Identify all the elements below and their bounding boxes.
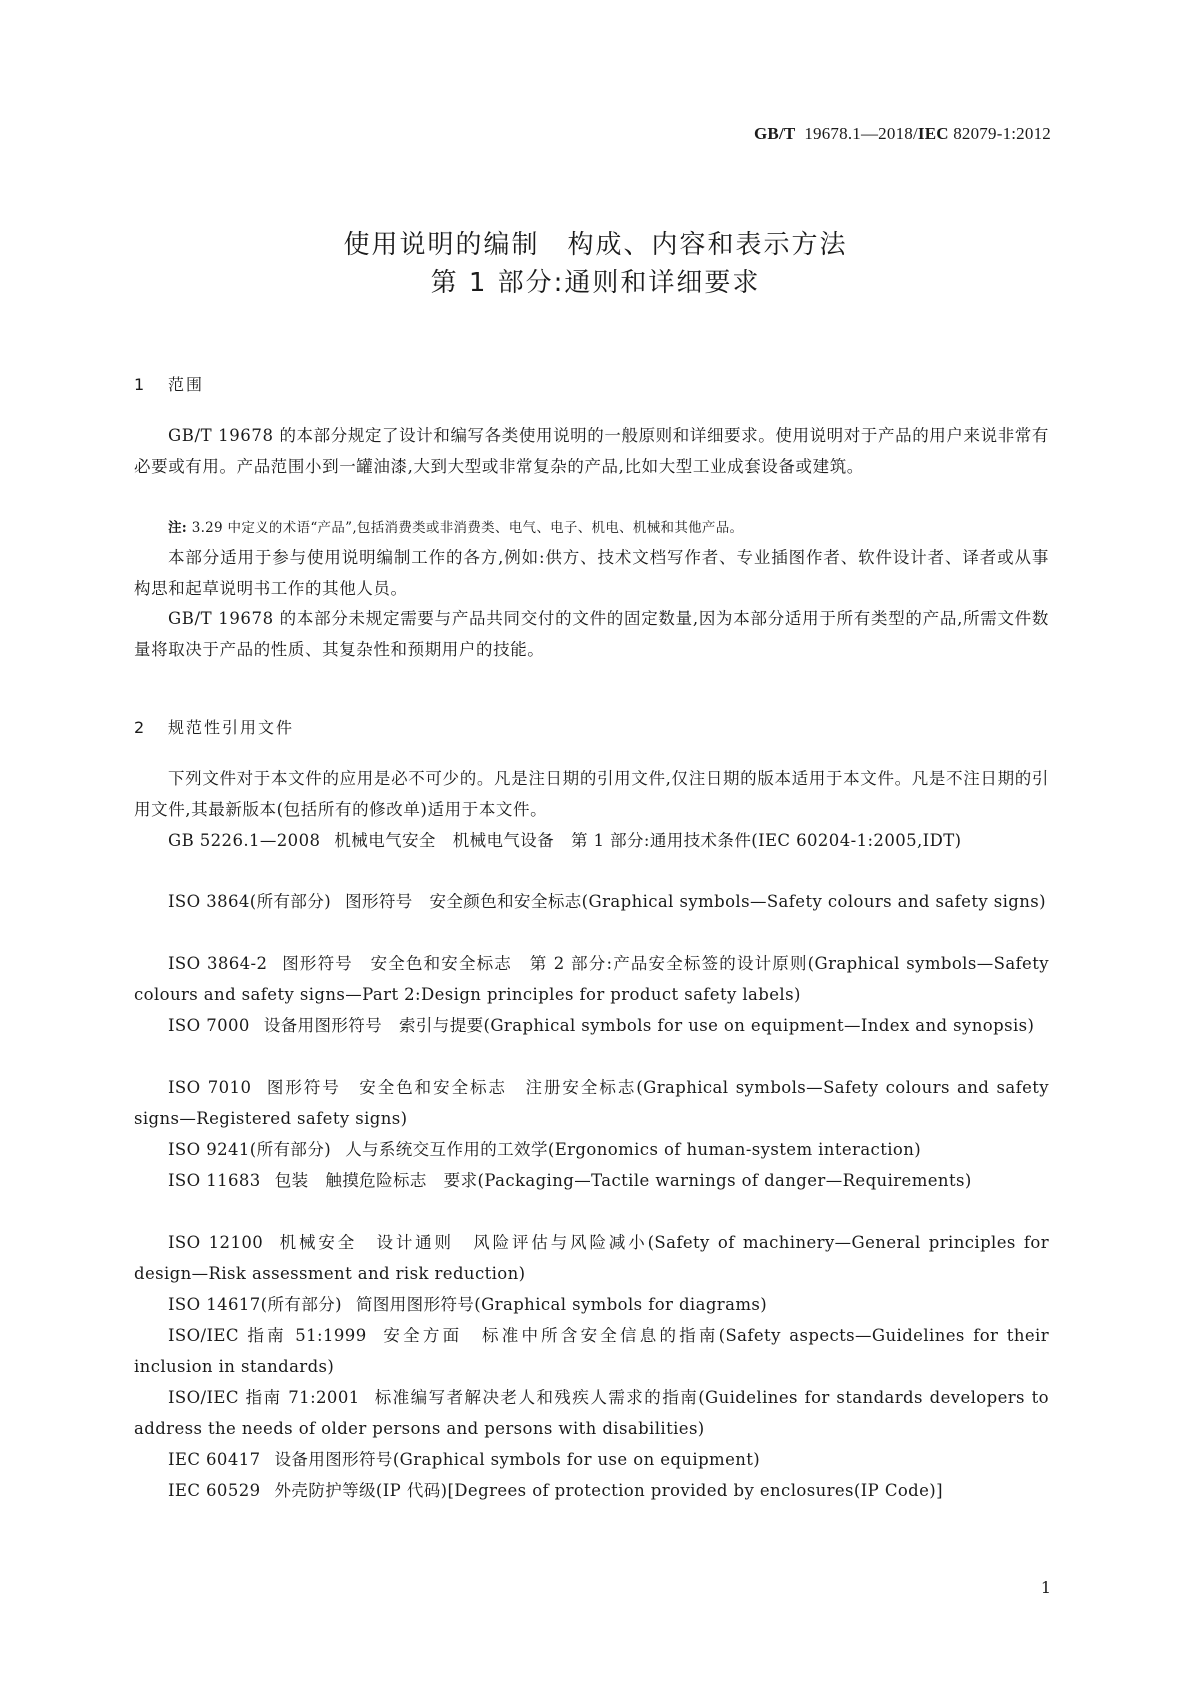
reference-item <box>134 1289 1049 1320</box>
reference-item <box>134 1475 1049 1506</box>
reference-code: ISO 7010 <box>168 1078 252 1097</box>
reference-code: ISO 11683 <box>168 1171 261 1190</box>
standard-number: 19678.1—2018/ <box>804 124 918 143</box>
reference-code: ISO/IEC 指南 51:1999 <box>168 1326 367 1345</box>
reference-code: ISO 9241(所有部分) <box>168 1140 332 1159</box>
reference-item <box>134 948 1049 1010</box>
section-title: 范围 <box>168 375 205 394</box>
reference-item <box>134 1320 1049 1382</box>
reference-item <box>134 1444 1049 1475</box>
reference-text: 图形符号 安全色和安全标志 注册安全标志(Graphical symbols—Safety colours and safety signs—Registered safety signs) <box>134 1078 1049 1128</box>
reference-code: ISO/IEC 指南 71:2001 <box>168 1388 360 1407</box>
reference-code: ISO 7000 <box>168 1016 250 1035</box>
title-line-2: 第 1 部分:通则和详细要求 <box>430 268 761 298</box>
document-title <box>0 226 1191 302</box>
reference-code: GB 5226.1—2008 <box>168 831 321 850</box>
reference-item <box>134 1072 1049 1134</box>
standard-code-header <box>754 124 1051 144</box>
standard-prefix: GB/T <box>753 124 796 143</box>
section-heading-scope <box>134 372 204 395</box>
scope-note <box>168 518 743 538</box>
reference-code: IEC 60529 <box>168 1481 261 1500</box>
reference-item <box>134 1010 1049 1041</box>
scope-paragraph-3: GB/T 19678 的本部分未规定需要与产品共同交付的文件的固定数量,因为本部分适用于所有类型的产品,所需文件数量将取决于产品的性质、其复杂性和预期用户的技能。 <box>134 609 1049 659</box>
note-text: 3.29 中定义的术语“产品”,包括消费类或非消费类、电气、电子、机电、机械和其他产品。 <box>191 520 744 536</box>
reference-item <box>134 1227 1049 1289</box>
iec-prefix: IEC <box>917 124 949 143</box>
note-label: 注: <box>168 520 188 536</box>
reference-text: 简图用图形符号(Graphical symbols for diagrams) <box>355 1295 768 1314</box>
section-title: 规范性引用文件 <box>168 718 295 737</box>
title-line-1: 使用说明的编制 构成、内容和表示方法 <box>343 230 848 260</box>
reference-item <box>134 1382 1049 1444</box>
section-number: 1 <box>134 375 147 394</box>
reference-text: 图形符号 安全颜色和安全标志(Graphical symbols—Safety colours and safety signs) <box>345 892 1046 911</box>
scope-paragraph-1: GB/T 19678 的本部分规定了设计和编写各类使用说明的一般原则和详细要求。使用说明对于产品的用户来说非常有必要或有用。产品范围小到一罐油漆,大到大型或非常复杂的产品,比如大型工业成套设备或建筑。 <box>134 426 1049 476</box>
reference-code: IEC 60417 <box>168 1450 261 1469</box>
reference-item <box>134 886 1049 917</box>
reference-code: ISO 3864(所有部分) <box>168 892 332 911</box>
reference-text: 图形符号 安全色和安全标志 第 2 部分:产品安全标签的设计原则(Graphical symbols—Safety colours and safety signs—Part 2:Design principles for product safety labels) <box>134 954 1049 1004</box>
reference-text: 设备用图形符号 索引与提要(Graphical symbols for use on equipment—Index and synopsis) <box>263 1016 1035 1035</box>
page-number: 1 <box>1040 1578 1051 1597</box>
reference-text: 设备用图形符号(Graphical symbols for use on equipment) <box>274 1450 761 1469</box>
reference-item <box>134 825 1049 856</box>
references-intro: 下列文件对于本文件的应用是必不可少的。凡是注日期的引用文件,仅注日期的版本适用于本文件。凡是不注日期的引用文件,其最新版本(包括所有的修改单)适用于本文件。 <box>134 769 1049 819</box>
reference-text: 安全方面 标准中所含安全信息的指南(Safety aspects—Guidelines for their inclusion in standards) <box>134 1326 1049 1376</box>
reference-code: ISO 3864-2 <box>168 954 268 973</box>
scope-paragraph-2: 本部分适用于参与使用说明编制工作的各方,例如:供方、技术文档写作者、专业插图作者、软件设计者、译者或从事构思和起草说明书工作的其他人员。 <box>134 548 1049 598</box>
reference-text: 包装 触摸危险标志 要求(Packaging—Tactile warnings of danger—Requirements) <box>274 1171 972 1190</box>
iec-number: 82079-1:2012 <box>953 124 1051 143</box>
reference-code: ISO 14617(所有部分) <box>168 1295 342 1314</box>
reference-text: 机械电气安全 机械电气设备 第 1 部分:通用技术条件(IEC 60204-1:2005,IDT) <box>334 831 962 850</box>
reference-item <box>134 1134 1049 1165</box>
reference-code: ISO 12100 <box>168 1233 264 1252</box>
reference-item <box>134 1165 1049 1196</box>
reference-text: 人与系统交互作用的工效学(Ergonomics of human-system interaction) <box>345 1140 922 1159</box>
reference-text: 标准编写者解决老人和残疾人需求的指南(Guidelines for standards developers to address the needs of older persons and persons with disabilities) <box>134 1388 1049 1438</box>
reference-text: 外壳防护等级(IP 代码)[Degrees of protection provided by enclosures(IP Code)] <box>274 1481 943 1500</box>
section-heading-normative-references <box>134 715 294 738</box>
section-number: 2 <box>134 718 147 737</box>
reference-text: 机械安全 设计通则 风险评估与风险减小(Safety of machinery—General principles for design—Risk assessment and risk reduction) <box>134 1233 1049 1283</box>
